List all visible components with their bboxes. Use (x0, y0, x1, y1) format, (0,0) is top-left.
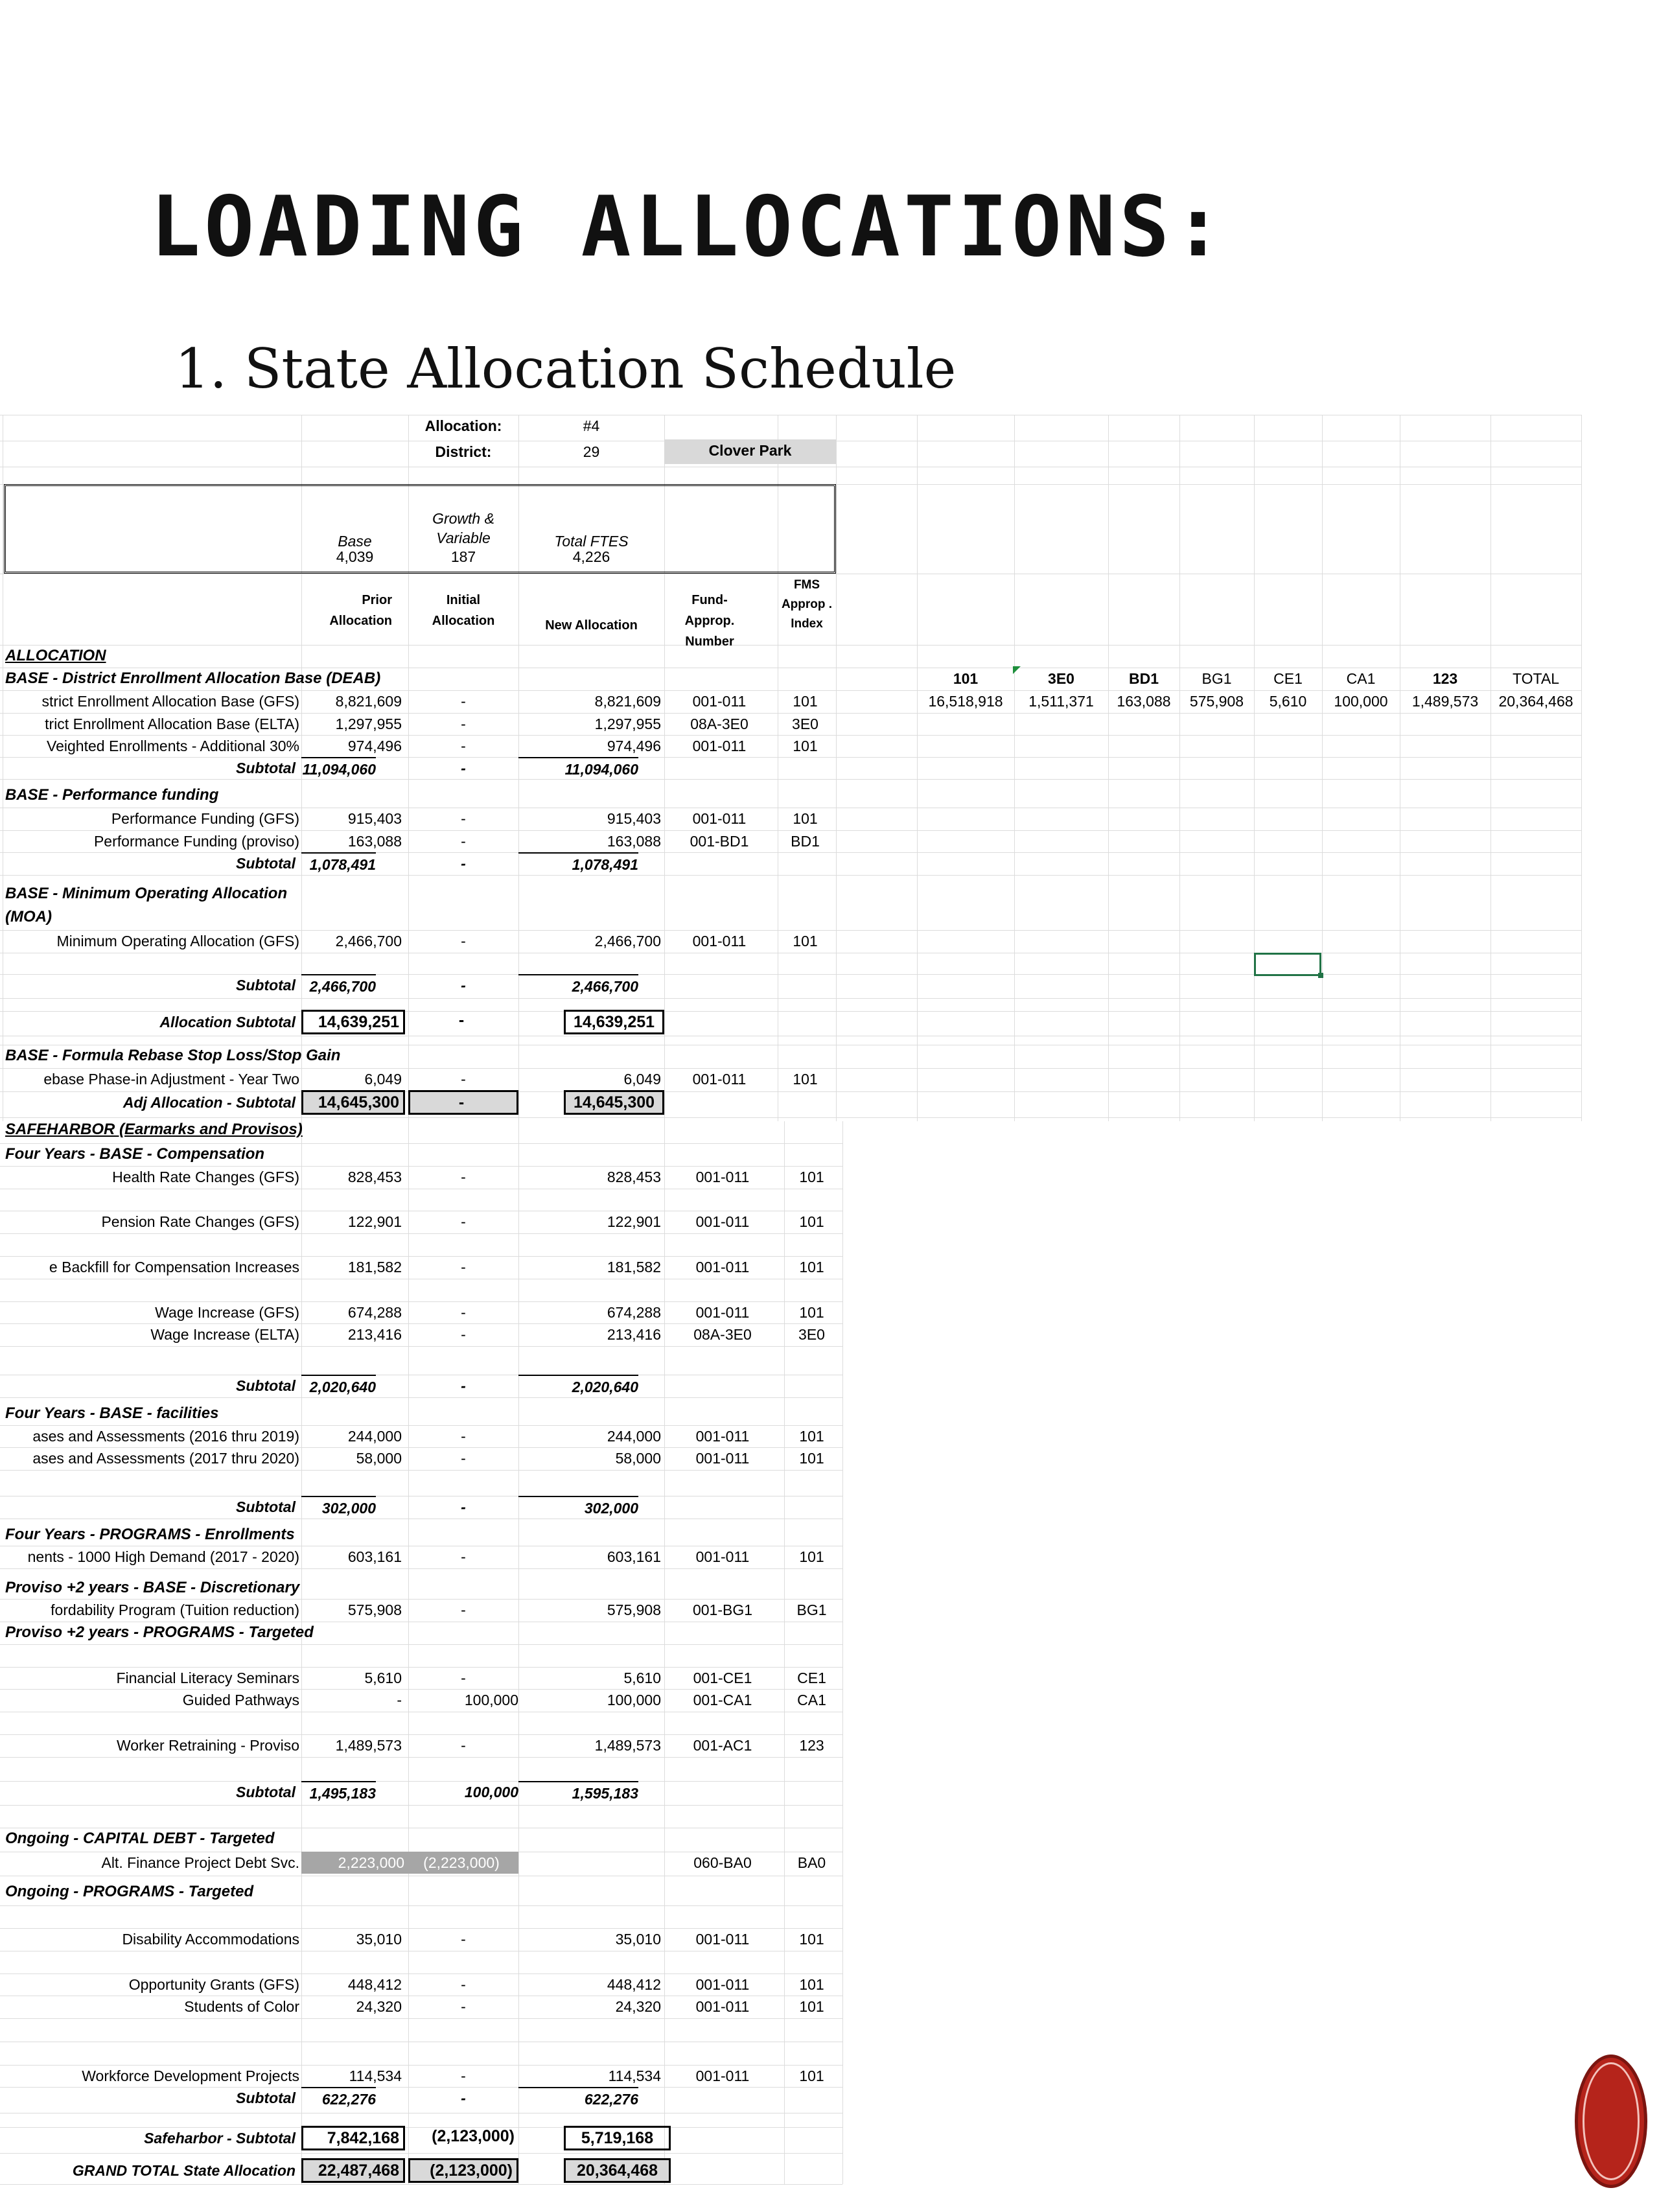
section-title: Four Years - BASE - facilities (5, 1404, 219, 1422)
fund-summary-header: CA1 (1346, 670, 1376, 687)
fund-approp-number: 001-CE1 (693, 1670, 752, 1686)
fund-summary-header: BG1 (1201, 670, 1232, 687)
subtotal-label: Subtotal (236, 1377, 296, 1394)
fms-approp-index: 101 (793, 738, 818, 754)
fms-approp-index: 123 (799, 1737, 824, 1754)
row-label: ebase Phase-in Adjustment - Year Two (43, 1071, 299, 1088)
prior-allocation-value: 8,821,609 (335, 693, 402, 710)
prior-allocation-value: 5,610 (364, 1670, 402, 1686)
fms-approp-index: 101 (799, 1169, 824, 1185)
new-allocation-value: 5,610 (623, 1670, 661, 1686)
initial-allocation-value: - (461, 1304, 466, 1321)
selected-cell[interactable] (1254, 953, 1321, 976)
prior-allocation-value: 163,088 (347, 833, 402, 850)
fms-approp-index: 3E0 (798, 1326, 825, 1343)
prior-allocation-value: 6,049 (364, 1071, 402, 1088)
subtotal-label: Subtotal (236, 760, 296, 776)
prior-allocation-value: 122,901 (347, 1213, 402, 1230)
new-allocation-value: 100,000 (607, 1692, 661, 1708)
initial-allocation-value: - (461, 1259, 466, 1275)
fund-approp-number: 001-CA1 (693, 1692, 752, 1708)
initial-allocation-value: - (461, 1976, 466, 1993)
section-title: (MOA) (5, 908, 52, 926)
district-number: 29 (583, 443, 600, 460)
new-allocation-value: 603,161 (607, 1548, 661, 1565)
fms-approp-index: 101 (793, 810, 818, 827)
row-label: ases and Assessments (2017 thru 2020) (32, 1450, 299, 1467)
fund-summary-header: 101 (953, 670, 979, 687)
fund-summary-header: TOTAL (1513, 670, 1559, 687)
new-allocation-value: 24,320 (615, 1998, 661, 2015)
total-new: 14,645,300 (564, 1090, 664, 1115)
row-label: e Backfill for Compensation Increases (49, 1259, 299, 1275)
fms-approp-index: 101 (799, 1213, 824, 1230)
row-label: Disability Accommodations (122, 1931, 299, 1948)
subtotal-new: 622,276 (518, 2087, 638, 2110)
fund-approp-number: 001-011 (695, 2067, 750, 2084)
fund-approp-number: 08A-3E0 (690, 716, 748, 732)
district-name: Clover Park (664, 439, 836, 464)
prior-allocation-value: 603,161 (347, 1548, 402, 1565)
initial-allocation-value: - (461, 1601, 466, 1618)
initial-allocation-value: - (461, 1737, 466, 1754)
subtotal-initial: - (461, 977, 466, 994)
subtotal-new: 302,000 (518, 1496, 638, 1519)
initial-allocation-value: (2,223,000) (408, 1852, 518, 1874)
fund-approp-number: 001-BD1 (690, 833, 749, 850)
row-label: nents - 1000 High Demand (2017 - 2020) (27, 1548, 299, 1565)
fund-summary-value: 1,489,573 (1411, 693, 1479, 710)
fund-approp-number: 001-BG1 (692, 1601, 753, 1618)
fund-approp-number: 001-011 (692, 738, 747, 754)
initial-allocation-value: - (461, 1169, 466, 1185)
prior-allocation-value: 575,908 (347, 1601, 402, 1618)
subtotal-label: Subtotal (236, 1498, 296, 1515)
fund-summary-value: 16,518,918 (928, 693, 1003, 710)
allocation-section-title: ALLOCATION (5, 647, 106, 664)
prior-allocation-value: - (397, 1692, 402, 1708)
new-allocation-value: 58,000 (615, 1450, 661, 1467)
row-label: Performance Funding (proviso) (93, 833, 299, 850)
fund-summary-value: 100,000 (1334, 693, 1388, 710)
section-title: Ongoing - CAPITAL DEBT - Targeted (5, 1830, 275, 1847)
fund-approp-number: 001-011 (695, 1976, 750, 1993)
new-allocation-value: 575,908 (607, 1601, 661, 1618)
fund-approp-number: 001-011 (692, 693, 747, 710)
subtotal-prior: 302,000 (301, 1496, 376, 1519)
new-allocation-value: 2,466,700 (594, 933, 661, 949)
fund-summary-value: 163,088 (1117, 693, 1171, 710)
initial-allocation-value: - (461, 2067, 466, 2084)
fms-approp-index: 101 (799, 2067, 824, 2084)
subtotal-prior: 2,020,640 (301, 1375, 376, 1398)
fund-approp-number: 001-011 (692, 1071, 747, 1088)
new-allocation-value: 244,000 (607, 1428, 661, 1445)
row-label: strict Enrollment Allocation Base (GFS) (41, 693, 299, 710)
new-allocation-value: 181,582 (607, 1259, 661, 1275)
row-label: Veighted Enrollments - Additional 30% (47, 738, 299, 754)
initial-allocation-value: - (461, 1931, 466, 1948)
prior-allocation-value: 448,412 (347, 1976, 402, 1993)
total-ftes-label: Total FTES (554, 533, 629, 550)
subtotal-label: Subtotal (236, 1784, 296, 1800)
col-header-initial: Initial Allocation (432, 593, 495, 628)
total-label: Allocation Subtotal (159, 1014, 296, 1030)
subtotal-initial: - (461, 1498, 466, 1515)
subtotal-initial: - (461, 855, 466, 872)
new-allocation-value: 1,297,955 (594, 716, 661, 732)
base-ftes-value: 4,039 (336, 548, 374, 565)
prior-allocation-value: 1,489,573 (335, 1737, 402, 1754)
subtotal-label: Subtotal (236, 977, 296, 994)
row-label: Health Rate Changes (GFS) (112, 1169, 299, 1185)
fund-approp-number: 001-011 (695, 1169, 750, 1185)
prior-allocation-value: 974,496 (347, 738, 402, 754)
fms-approp-index: 101 (793, 1071, 818, 1088)
initial-allocation-value: - (461, 716, 466, 732)
spreadsheet-grid-lower (0, 1121, 842, 2184)
row-label: Workforce Development Projects (82, 2067, 299, 2084)
total-new: 5,719,168 (564, 2126, 671, 2150)
new-allocation-value: 35,010 (615, 1931, 661, 1948)
total-ftes-value: 4,226 (572, 548, 610, 565)
fms-approp-index: 101 (799, 1931, 824, 1948)
fms-approp-index: 101 (799, 1976, 824, 1993)
subtotal-prior: 622,276 (301, 2087, 376, 2110)
fund-approp-number: 001-011 (695, 1450, 750, 1467)
safeharbor-title: SAFEHARBOR (Earmarks and Provisos) (5, 1121, 303, 1138)
total-initial: - (408, 1090, 518, 1115)
total-initial: (2,123,000) (408, 2158, 518, 2183)
section-title: Four Years - PROGRAMS - Enrollments (5, 1526, 295, 1543)
fund-summary-value: 1,511,371 (1028, 693, 1094, 710)
initial-allocation-value: - (461, 1670, 466, 1686)
total-label: Adj Allocation - Subtotal (122, 1094, 296, 1111)
subtotal-label: Subtotal (236, 2090, 296, 2106)
fms-approp-index: BG1 (796, 1601, 827, 1618)
new-allocation-value: 974,496 (607, 738, 661, 754)
subtotal-new: 2,466,700 (518, 974, 638, 997)
total-initial: (2,123,000) (432, 2127, 515, 2145)
fms-approp-index: BD1 (791, 833, 820, 850)
subtotal-prior: 1,495,183 (301, 1781, 376, 1804)
new-allocation-value: 122,901 (607, 1213, 661, 1230)
prior-allocation-value: 2,466,700 (335, 933, 402, 949)
subtotal-prior: 1,078,491 (301, 852, 376, 876)
row-label: fordability Program (Tuition reduction) (51, 1601, 299, 1618)
total-prior: 22,487,468 (301, 2158, 405, 2183)
total-new: 20,364,468 (564, 2158, 671, 2183)
fund-summary-header: 123 (1432, 670, 1458, 687)
slide-title: LOADING ALLOCATIONS: (150, 179, 1227, 275)
fund-approp-number: 001-011 (695, 1428, 750, 1445)
row-label: ases and Assessments (2016 thru 2019) (32, 1428, 299, 1445)
new-allocation-value: 1,489,573 (594, 1737, 661, 1754)
row-label: Wage Increase (ELTA) (150, 1326, 299, 1343)
subtotal-prior: 2,466,700 (301, 974, 376, 997)
section-title: Proviso +2 years - BASE - Discretionary (5, 1579, 300, 1596)
subtotal-new: 1,078,491 (518, 852, 638, 876)
prior-allocation-value: 1,297,955 (335, 716, 402, 732)
fms-approp-index: 101 (793, 933, 818, 949)
fund-summary-value: 575,908 (1189, 693, 1244, 710)
total-prior: 7,842,168 (301, 2126, 405, 2150)
fms-approp-index: 101 (793, 693, 818, 710)
initial-allocation-value: - (461, 1548, 466, 1565)
fms-approp-index: 101 (799, 1450, 824, 1467)
fund-approp-number: 001-AC1 (693, 1737, 752, 1754)
prior-allocation-value: 915,403 (347, 810, 402, 827)
prior-allocation-value: 213,416 (347, 1326, 402, 1343)
new-allocation-value: 448,412 (607, 1976, 661, 1993)
total-prior: 14,639,251 (301, 1010, 405, 1034)
slide-subtitle: 1. State Allocation Schedule (175, 337, 957, 401)
subtotal-prior: 11,094,060 (301, 757, 376, 780)
fund-approp-number: 001-011 (695, 1998, 750, 2015)
subtotal-initial: - (461, 1377, 466, 1394)
initial-allocation-value: - (461, 1213, 466, 1230)
base-label: Base (338, 533, 372, 550)
total-label: GRAND TOTAL State Allocation (72, 2162, 296, 2179)
fms-approp-index: CE1 (797, 1670, 826, 1686)
fund-approp-number: 001-011 (695, 1548, 750, 1565)
fund-approp-number: 001-011 (695, 1931, 750, 1948)
fund-summary-header: CE1 (1273, 670, 1303, 687)
row-label: trict Enrollment Allocation Base (ELTA) (45, 716, 299, 732)
fms-approp-index: 3E0 (792, 716, 818, 732)
subtotal-initial: 100,000 (464, 1784, 518, 1800)
new-allocation-value: 8,821,609 (594, 693, 661, 710)
col-header-fund-approp: Fund-Approp. Number (684, 593, 735, 649)
section-title: BASE - Formula Rebase Stop Loss/Stop Gain (5, 1047, 341, 1064)
fms-approp-index: 101 (799, 1998, 824, 2015)
section-title: BASE - Minimum Operating Allocation (5, 885, 288, 902)
fms-approp-index: 101 (799, 1304, 824, 1321)
row-label: Guided Pathways (182, 1692, 299, 1708)
subtotal-new: 1,595,183 (518, 1781, 638, 1804)
new-allocation-value: 213,416 (607, 1326, 661, 1343)
fund-approp-number: 001-011 (692, 933, 747, 949)
prior-allocation-value: 244,000 (347, 1428, 402, 1445)
initial-allocation-value: - (461, 1326, 466, 1343)
new-allocation-value: 915,403 (607, 810, 661, 827)
initial-allocation-value: - (461, 693, 466, 710)
fund-approp-number: 001-011 (695, 1259, 750, 1275)
fund-summary-value: 20,364,468 (1498, 693, 1573, 710)
section-title: BASE - Performance funding (5, 786, 219, 804)
fund-approp-number: 060-BA0 (693, 1854, 752, 1871)
section-title: Ongoing - PROGRAMS - Targeted (5, 1883, 254, 1900)
fms-approp-index: 101 (799, 1548, 824, 1565)
section-title: Proviso +2 years - PROGRAMS - Targeted (5, 1624, 314, 1641)
initial-allocation-value: - (461, 833, 466, 850)
fund-approp-number: 08A-3E0 (693, 1326, 752, 1343)
section-title: Four Years - BASE - Compensation (5, 1145, 265, 1163)
initial-allocation-value: - (461, 1428, 466, 1445)
row-label: Minimum Operating Allocation (GFS) (56, 933, 299, 949)
col-header-prior: Prior Allocation (329, 593, 392, 628)
prior-allocation-value: 58,000 (356, 1450, 402, 1467)
prior-allocation-value: 35,010 (356, 1931, 402, 1948)
subtotal-initial: - (461, 760, 466, 776)
fms-approp-index: 101 (799, 1259, 824, 1275)
subtotal-new: 2,020,640 (518, 1375, 638, 1398)
fund-approp-number: 001-011 (692, 810, 747, 827)
row-label: Opportunity Grants (GFS) (128, 1976, 299, 1993)
total-prior: 14,645,300 (301, 1090, 405, 1115)
total-new: 14,639,251 (564, 1010, 664, 1034)
slide-nav-button[interactable] (1575, 2055, 1647, 2188)
initial-allocation-value: - (461, 1071, 466, 1088)
prior-allocation-value: 181,582 (347, 1259, 402, 1275)
initial-allocation-value: - (461, 933, 466, 949)
row-label: Pension Rate Changes (GFS) (101, 1213, 299, 1230)
row-label: Performance Funding (GFS) (111, 810, 299, 827)
prior-allocation-value: 2,223,000 (301, 1852, 408, 1874)
prior-allocation-value: 828,453 (347, 1169, 402, 1185)
new-allocation-value: 674,288 (607, 1304, 661, 1321)
prior-allocation-value: 114,534 (349, 2067, 402, 2084)
new-allocation-value: 163,088 (607, 833, 661, 850)
initial-allocation-value: - (461, 1998, 466, 2015)
fund-summary-header: 3E0 (1048, 670, 1074, 687)
subtotal-new: 11,094,060 (518, 757, 638, 780)
district-label: District: (435, 443, 492, 460)
total-label: Safeharbor - Subtotal (144, 2130, 296, 2147)
initial-allocation-value: 100,000 (464, 1692, 518, 1708)
fms-approp-index: 101 (799, 1428, 824, 1445)
row-label: Financial Literacy Seminars (116, 1670, 299, 1686)
subtotal-initial: - (461, 2090, 466, 2106)
row-label: Wage Increase (GFS) (155, 1304, 299, 1321)
fms-approp-index: BA0 (797, 1854, 826, 1871)
growth-ftes-value: 187 (450, 548, 476, 565)
initial-allocation-value: - (461, 738, 466, 754)
total-initial: - (458, 1011, 465, 1029)
row-label: Worker Retraining - Proviso (116, 1737, 299, 1754)
initial-allocation-value: - (461, 810, 466, 827)
new-allocation-value: 6,049 (623, 1071, 661, 1088)
fund-approp-number: 001-011 (695, 1304, 750, 1321)
comment-indicator-icon (1013, 666, 1021, 674)
col-header-fms-index: FMS Approp . Index (781, 578, 833, 631)
new-allocation-value: 114,534 (608, 2067, 661, 2084)
subtotal-label: Subtotal (236, 855, 296, 872)
row-label: Students of Color (184, 1998, 299, 2015)
prior-allocation-value: 674,288 (347, 1304, 402, 1321)
allocation-label: Allocation: (424, 417, 502, 434)
section-title: BASE - District Enrollment Allocation Base (DEAB) (5, 669, 381, 687)
initial-allocation-value: - (461, 1450, 466, 1467)
fms-approp-index: CA1 (797, 1692, 826, 1708)
new-allocation-value: 828,453 (607, 1169, 661, 1185)
allocation-number: #4 (583, 417, 600, 434)
row-label: Alt. Finance Project Debt Svc. (101, 1854, 299, 1871)
prior-allocation-value: 24,320 (356, 1998, 402, 2015)
fund-approp-number: 001-011 (695, 1213, 750, 1230)
growth-label: Growth & Variable (432, 510, 494, 546)
fund-summary-header: BD1 (1128, 670, 1159, 687)
fund-summary-value: 5,610 (1269, 693, 1307, 710)
col-header-new: New Allocation (545, 618, 638, 633)
